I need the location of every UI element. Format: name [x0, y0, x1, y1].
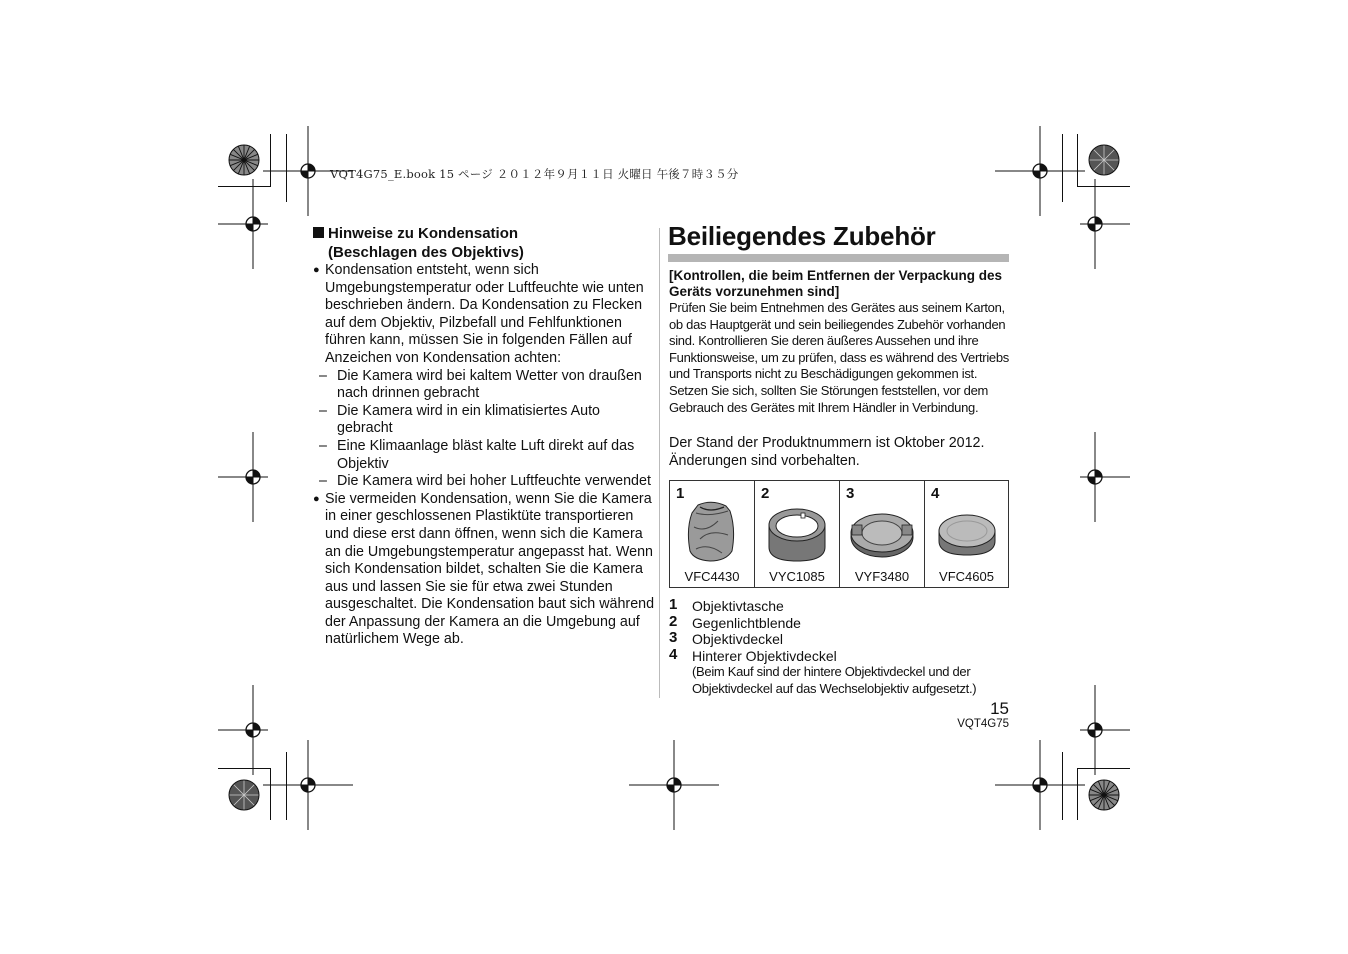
- print-header: VQT4G75_E.book 15 ページ ２０１２年９月１１日 火曜日 午後７時３５分: [330, 167, 739, 181]
- registration-mark-icon: [995, 740, 1085, 830]
- registration-mark-icon: [629, 740, 719, 830]
- lens-cap-icon: [840, 499, 924, 563]
- list-item: 2 Gegenlichtblende: [669, 612, 801, 631]
- bullet-icon: ●: [313, 492, 320, 505]
- section-heading: Hinweise zu Kondensation (Beschlagen des Objektivs): [313, 224, 653, 262]
- list-item: 1 Objektivtasche: [669, 596, 784, 614]
- list-item: 3 Objektivdeckel: [669, 629, 784, 648]
- square-bullet-icon: [313, 227, 324, 238]
- starburst-mark-icon: [1088, 144, 1120, 176]
- bullet-icon: ●: [313, 264, 320, 276]
- product-status-note: Der Stand der Produktnummern ist Oktober 2012. Änderungen sind vorbehalten.: [669, 435, 985, 469]
- accessory-cell: 1 VFC4430: [670, 481, 755, 587]
- page-number: 15: [990, 699, 1009, 718]
- list-item: – Die Kamera wird bei hoher Luftfeuchte verwendet: [319, 473, 651, 490]
- column-divider: [659, 228, 660, 698]
- starburst-mark-icon: [228, 144, 260, 176]
- lens-bag-icon: [670, 499, 754, 563]
- list-item: ● Kondensation entsteht, wenn sich Umgebungstemperatur oder Luftfeuchte wie unten beschrieben ändern. Da Kondensation zu Flecken auf dem Objektiv, Pilzbefall und Fehlfunktionen führen kann, müssen Sie in folgenden Fällen auf Anzeichen von Kondensation achten:: [313, 262, 644, 366]
- list-item: – Eine Klimaanlage bläst kalte Luft direkt auf das Objektiv: [319, 437, 635, 472]
- document-code: VQT4G75: [957, 718, 1009, 730]
- registration-mark-icon: [208, 179, 298, 269]
- accessory-cell: 4 VFC4605: [925, 481, 1008, 587]
- list-item: 4 Hinterer Objektivdeckel: [669, 645, 837, 664]
- registration-mark-icon: [1050, 432, 1140, 522]
- list-item: ● Sie vermeiden Kondensation, wenn Sie die Kamera in einer geschlossenen Plastiktüte transportieren und diese erst dann öffnen, wenn sich die Kamera an die Umgebungstemperatur angepasst hat. Wenn sich Kondensation bildet, schalten Sie die Kamera aus und lassen Sie sie für etwa zwei Stunden ausgeschaltet. Die Kondensation baut sich während der Anpassung der Kamera an die Umgebung auf natürlichem Wege ab.: [313, 490, 655, 648]
- registration-mark-icon: [263, 740, 353, 830]
- accessory-table: [669, 480, 1009, 588]
- rear-lens-cap-icon: [925, 499, 1009, 563]
- registration-mark-icon: [208, 432, 298, 522]
- condensation-text: [313, 262, 658, 649]
- sub-heading: [Kontrollen, die beim Entfernen der Verpackung des Geräts vorzunehmen sind]: [669, 268, 1003, 299]
- registration-mark-icon: [1050, 179, 1140, 269]
- intro-text: Prüfen Sie beim Entnehmen des Gerätes aus seinem Karton, ob das Hauptgerät und sein beiliegendes Zubehör vorhanden sind. Kontrollieren Sie deren äußeres Aussehen und ihre Funktionsweise, um zu prüfen, dass es während des Vertriebs und Transports nicht zu Beschädigungen gekommen ist. Setzen Sie sich, sollten Sie Störungen feststellen, vor dem Gebrauch des Gerätes mit Ihrem Händler in Verbindung.: [669, 300, 1009, 415]
- accessory-list: [669, 598, 1014, 698]
- accessory-cell: 2 VYC1085: [755, 481, 840, 587]
- lens-hood-icon: [755, 499, 839, 563]
- starburst-mark-icon: [1088, 779, 1120, 811]
- page-title: Beiliegendes Zubehör: [668, 221, 936, 251]
- accessory-cell: 3 VYF3480: [840, 481, 925, 587]
- list-item: – Die Kamera wird bei kaltem Wetter von draußen nach drinnen gebracht: [319, 367, 642, 402]
- accessory-note: (Beim Kauf sind der hintere Objektivdeckel und der Objektivdeckel auf das Wechselobjektiv aufgesetzt.): [692, 664, 977, 696]
- list-item: – Die Kamera wird in ein klimatisiertes Auto gebracht: [319, 402, 601, 437]
- title-underline: [668, 254, 1009, 262]
- starburst-mark-icon: [228, 779, 260, 811]
